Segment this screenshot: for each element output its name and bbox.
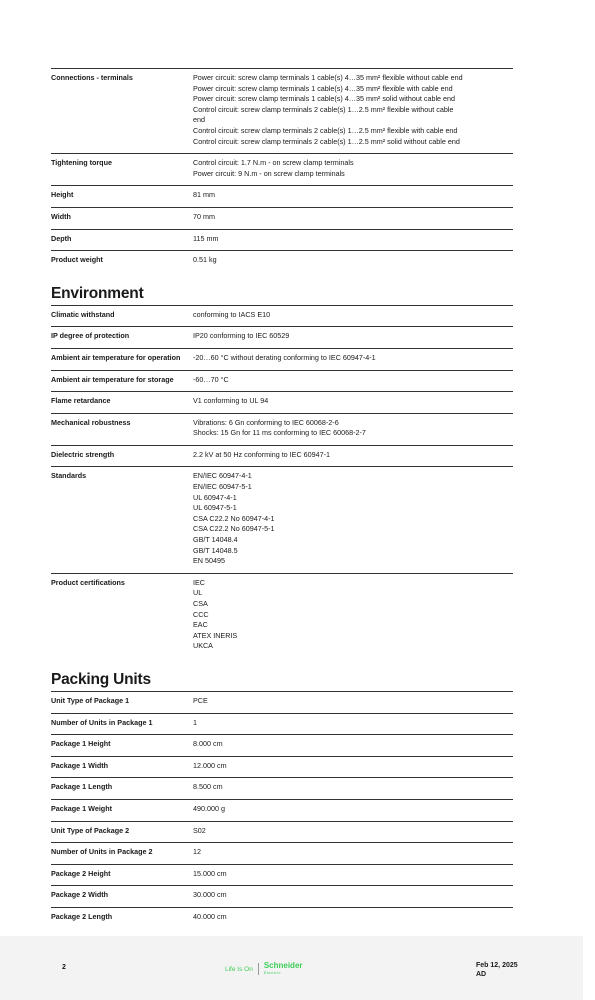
spec-value-line: 0.51 kg bbox=[193, 255, 217, 265]
spec-label: IP degree of protection bbox=[51, 331, 130, 341]
spec-label: Package 1 Weight bbox=[51, 803, 112, 813]
spec-label: Product weight bbox=[51, 255, 103, 265]
spec-value-line: CSA C22.2 No 60947-5-1 bbox=[193, 524, 275, 534]
spec-value bbox=[193, 718, 513, 729]
spec-label: Package 2 Height bbox=[51, 868, 111, 878]
section-title-environment: Environment bbox=[51, 284, 144, 302]
spec-row bbox=[51, 229, 513, 251]
spec-value-line: 15.000 cm bbox=[193, 868, 227, 878]
spec-value bbox=[193, 212, 513, 223]
environment-spec-table bbox=[51, 305, 513, 658]
spec-value-line: conforming to IACS E10 bbox=[193, 309, 271, 319]
spec-row bbox=[51, 713, 513, 735]
spec-value-line: EN 50495 bbox=[193, 556, 225, 566]
spec-row bbox=[51, 153, 513, 185]
schneider-logo bbox=[264, 962, 303, 976]
spec-value bbox=[193, 190, 513, 201]
spec-label: Unit Type of Package 2 bbox=[51, 825, 130, 835]
spec-label: Height bbox=[51, 190, 74, 200]
spec-value-line: EN/IEC 60947-4-1 bbox=[193, 471, 252, 481]
spec-value-line: 70 mm bbox=[193, 211, 215, 221]
spec-label: Ambient air temperature for operation bbox=[51, 352, 181, 362]
spec-row bbox=[51, 691, 513, 713]
spec-label: Connections - terminals bbox=[51, 73, 133, 82]
spec-value-line: Control circuit: screw clamp terminals 2 cable(s) 1…2.5 mm² solid without cable end bbox=[193, 136, 460, 146]
spec-label: Package 2 Width bbox=[51, 890, 109, 900]
spec-row bbox=[51, 907, 513, 929]
spec-value-line: 1 bbox=[193, 717, 197, 727]
spec-value bbox=[193, 739, 513, 750]
spec-row bbox=[51, 305, 513, 327]
spec-value-line: CCC bbox=[193, 609, 209, 619]
spec-row bbox=[51, 864, 513, 886]
spec-value-line: 81 mm bbox=[193, 190, 215, 200]
spec-value-line: ATEX INERIS bbox=[193, 630, 238, 640]
spec-value bbox=[193, 331, 513, 342]
spec-value-line: IP20 conforming to IEC 60529 bbox=[193, 331, 290, 341]
spec-label: Width bbox=[51, 211, 71, 221]
spec-row bbox=[51, 207, 513, 229]
spec-value bbox=[193, 234, 513, 245]
spec-value-line: 8.000 cm bbox=[193, 739, 223, 749]
spec-row bbox=[51, 326, 513, 348]
spec-value-line: CSA bbox=[193, 599, 208, 608]
spec-value-line: -20…60 °C without derating conforming to IEC 60947-4-1 bbox=[193, 352, 376, 362]
spec-value bbox=[193, 912, 513, 923]
spec-value bbox=[193, 782, 513, 793]
spec-value bbox=[193, 804, 513, 815]
spec-value-line: Control circuit: screw clamp terminals 2 cable(s) 1…2.5 mm² flexible without cable bbox=[193, 104, 454, 114]
spec-value bbox=[193, 418, 513, 439]
spec-value bbox=[193, 158, 513, 179]
spec-value-line: GB/T 14048.4 bbox=[193, 535, 238, 545]
spec-label: Product certifications bbox=[51, 577, 125, 587]
brand-logo bbox=[225, 962, 303, 976]
spec-value-line: Power circuit: screw clamp terminals 1 cable(s) 4…35 mm² flexible with cable end bbox=[193, 83, 453, 93]
spec-value-line: Shocks: 15 Gn for 11 ms conforming to IEC 60068-2-7 bbox=[193, 428, 366, 438]
spec-row bbox=[51, 185, 513, 207]
spec-value-line: Power circuit: screw clamp terminals 1 cable(s) 4…35 mm² flexible without cable end bbox=[193, 73, 463, 82]
spec-row bbox=[51, 250, 513, 272]
spec-row bbox=[51, 885, 513, 907]
spec-value bbox=[193, 826, 513, 837]
spec-row bbox=[51, 391, 513, 413]
spec-value bbox=[193, 761, 513, 772]
spec-value-line: Power circuit: 9 N.m - on screw clamp terminals bbox=[193, 168, 345, 178]
spec-value-line: UKCA bbox=[193, 641, 213, 651]
spec-label: Unit Type of Package 1 bbox=[51, 695, 130, 705]
spec-value-line: 40.000 cm bbox=[193, 911, 227, 921]
spec-value-line: V1 conforming to UL 94 bbox=[193, 396, 269, 406]
spec-label: Standards bbox=[51, 471, 87, 481]
author-initials: AD bbox=[476, 970, 487, 978]
spec-value bbox=[193, 450, 513, 461]
spec-value-line: Control circuit: 1.7 N.m - on screw clamp terminals bbox=[193, 158, 354, 168]
spec-value bbox=[193, 375, 513, 386]
spec-row bbox=[51, 348, 513, 370]
spec-row bbox=[51, 370, 513, 392]
spec-row bbox=[51, 445, 513, 467]
section-title-packing-units: Packing Units bbox=[51, 670, 151, 688]
spec-row bbox=[51, 821, 513, 843]
spec-label: Dielectric strength bbox=[51, 449, 115, 459]
spec-label: Package 1 Width bbox=[51, 760, 109, 770]
spec-value-line: UL 60947-5-1 bbox=[193, 503, 237, 513]
spec-row bbox=[51, 466, 513, 572]
spec-label: Package 2 Length bbox=[51, 911, 113, 921]
spec-value bbox=[193, 578, 513, 652]
spec-value-line: EAC bbox=[193, 620, 208, 630]
brand-divider bbox=[258, 963, 259, 975]
spec-value-line: IEC bbox=[193, 577, 205, 587]
brand-name: Schneider bbox=[263, 961, 303, 970]
spec-value bbox=[193, 869, 513, 880]
spec-value-line: -60…70 °C bbox=[193, 374, 229, 384]
spec-value bbox=[193, 847, 513, 858]
spec-value-line: end bbox=[193, 115, 205, 125]
page-number: 2 bbox=[62, 964, 66, 971]
spec-label: Number of Units in Package 2 bbox=[51, 847, 153, 857]
spec-value-line: 12.000 cm bbox=[193, 760, 227, 770]
spec-value-line: Power circuit: screw clamp terminals 1 cable(s) 4…35 mm² solid without cable end bbox=[193, 94, 456, 104]
spec-row bbox=[51, 799, 513, 821]
spec-value-line: 30.000 cm bbox=[193, 890, 227, 900]
spec-value-line: S02 bbox=[193, 825, 206, 835]
spec-row bbox=[51, 734, 513, 756]
spec-value bbox=[193, 73, 513, 147]
spec-value-line: CSA C22.2 No 60947-4-1 bbox=[193, 513, 275, 523]
spec-label: Number of Units in Package 1 bbox=[51, 717, 153, 727]
top-spec-table bbox=[51, 68, 513, 272]
spec-value-line: 8.500 cm bbox=[193, 782, 223, 792]
spec-value-line: 490.000 g bbox=[193, 803, 225, 813]
spec-value-line: Vibrations: 6 Gn conforming to IEC 60068-2-6 bbox=[193, 417, 339, 427]
brand-tagline: Life Is On bbox=[225, 965, 253, 973]
spec-value bbox=[193, 255, 513, 266]
spec-value bbox=[193, 696, 513, 707]
spec-label: Flame retardance bbox=[51, 396, 111, 406]
spec-value-line: UL bbox=[193, 588, 203, 598]
page-footer bbox=[0, 936, 583, 1000]
spec-value bbox=[193, 396, 513, 407]
spec-value-line: 12 bbox=[193, 847, 201, 857]
spec-row bbox=[51, 756, 513, 778]
spec-value bbox=[193, 353, 513, 364]
spec-label: Tightening torque bbox=[51, 158, 112, 168]
date-text: Feb 12, 2025 bbox=[476, 962, 518, 969]
brand-sub: Electric bbox=[263, 970, 281, 975]
spec-label: Package 1 Height bbox=[51, 739, 111, 749]
spec-label: Package 1 Length bbox=[51, 782, 113, 792]
spec-label: Depth bbox=[51, 233, 72, 243]
spec-row bbox=[51, 573, 513, 658]
spec-content bbox=[51, 68, 513, 929]
packing-units-table bbox=[51, 691, 513, 929]
spec-value-line: EN/IEC 60947-5-1 bbox=[193, 482, 252, 492]
spec-row bbox=[51, 68, 513, 153]
spec-value bbox=[193, 310, 513, 321]
spec-value-line: GB/T 14048.5 bbox=[193, 545, 238, 555]
spec-label: Climatic withstand bbox=[51, 309, 115, 319]
spec-row bbox=[51, 777, 513, 799]
spec-value-line: 115 mm bbox=[193, 233, 219, 243]
spec-row bbox=[51, 413, 513, 445]
spec-value-line: PCE bbox=[193, 695, 208, 705]
spec-value-line: Control circuit: screw clamp terminals 2 cable(s) 1…2.5 mm² flexible with cable end bbox=[193, 125, 458, 135]
spec-label: Ambient air temperature for storage bbox=[51, 374, 174, 384]
spec-value bbox=[193, 890, 513, 901]
spec-row bbox=[51, 842, 513, 864]
spec-label: Mechanical robustness bbox=[51, 417, 131, 427]
spec-value-line: 2.2 kV at 50 Hz conforming to IEC 60947-1 bbox=[193, 449, 331, 459]
spec-value bbox=[193, 471, 513, 566]
document-date bbox=[476, 962, 518, 979]
spec-value-line: UL 60947-4-1 bbox=[193, 492, 237, 502]
